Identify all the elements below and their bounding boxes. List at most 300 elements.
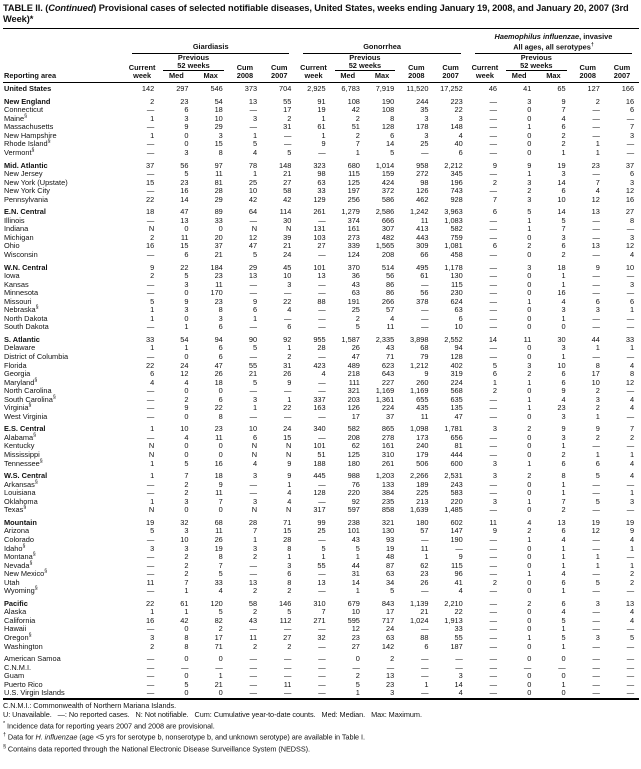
value-cell: 1,178 bbox=[444, 262, 463, 272]
value-cell: 25 bbox=[351, 305, 360, 315]
value-cell: 1 bbox=[561, 271, 566, 281]
table-body bbox=[3, 82, 639, 699]
value-cell: 14 bbox=[557, 207, 566, 217]
value-cell: — bbox=[249, 671, 258, 681]
value-cell: — bbox=[386, 662, 395, 672]
value-cell: 1 bbox=[561, 352, 566, 362]
value-cell: 9 bbox=[287, 471, 292, 481]
value-cell: 3 bbox=[252, 543, 258, 553]
value-cell: 0 bbox=[527, 288, 532, 298]
value-cell: 146 bbox=[279, 598, 292, 608]
cum-2008-header: Cum 2008 bbox=[399, 54, 433, 83]
reporting-area-name: U.S. Virgin Islands bbox=[4, 688, 65, 698]
reporting-area-name: American Samoa bbox=[4, 654, 61, 664]
value-cell: 6 bbox=[561, 526, 566, 536]
value-cell: 101 bbox=[313, 262, 326, 272]
value-cell: 163 bbox=[313, 403, 326, 413]
value-cell: 9 bbox=[287, 458, 292, 468]
value-cell: 0 bbox=[218, 224, 223, 234]
reporting-area-name: Wisconsin bbox=[4, 250, 38, 259]
value-cell: 27 bbox=[351, 641, 360, 651]
value-cell: 0 bbox=[527, 343, 532, 353]
value-cell: — bbox=[284, 671, 292, 681]
value-cell: — bbox=[592, 441, 600, 451]
value-cell: 4 bbox=[561, 534, 566, 544]
value-cell: 3 bbox=[458, 671, 463, 681]
value-cell: 4 bbox=[458, 586, 463, 596]
value-cell: — bbox=[146, 403, 155, 413]
value-cell: — bbox=[592, 569, 600, 579]
value-cell: 743 bbox=[450, 186, 463, 196]
value-cell: — bbox=[318, 305, 326, 315]
value-cell: 58 bbox=[248, 598, 258, 608]
value-cell: 5 bbox=[390, 147, 395, 157]
value-cell: — bbox=[489, 250, 498, 259]
value-cell: 3 bbox=[527, 194, 532, 204]
value-cell: 271 bbox=[313, 615, 326, 625]
value-cell: 340 bbox=[313, 424, 326, 434]
reporting-area-name: Texas bbox=[4, 505, 24, 515]
value-cell: 22 bbox=[283, 403, 292, 413]
value-cell: 2 bbox=[595, 432, 600, 442]
value-cell: 2,552 bbox=[444, 334, 463, 344]
reporting-area-name: Virginia bbox=[4, 403, 29, 413]
value-cell: 6 bbox=[287, 322, 292, 332]
value-cell: 11 bbox=[249, 632, 258, 642]
value-cell: 51 bbox=[317, 450, 326, 460]
value-cell: 297 bbox=[176, 84, 189, 94]
value-cell: 0 bbox=[561, 671, 566, 681]
value-cell: 3 bbox=[561, 411, 566, 421]
value-cell: 86 bbox=[385, 279, 395, 289]
group-subtitle: All ages, all serotypes bbox=[513, 42, 591, 52]
value-cell: 4 bbox=[630, 360, 635, 370]
value-cell: 27 bbox=[625, 207, 635, 217]
value-cell: 2 bbox=[630, 569, 635, 579]
value-cell: 462 bbox=[416, 194, 429, 204]
value-cell: 6 bbox=[630, 169, 635, 179]
value-cell: 1 bbox=[561, 552, 566, 562]
value-cell: 13 bbox=[385, 671, 395, 681]
value-cell: 1 bbox=[561, 488, 566, 498]
value-cell: 4 bbox=[218, 586, 223, 596]
value-cell: 22 bbox=[283, 296, 292, 306]
value-cell: — bbox=[489, 305, 498, 315]
value-cell: 13 bbox=[317, 271, 326, 281]
table-title bbox=[3, 3, 639, 26]
value-cell: 24 bbox=[283, 424, 292, 434]
value-cell: 10 bbox=[180, 534, 189, 544]
value-cell: 243 bbox=[450, 479, 463, 489]
value-cell: 435 bbox=[416, 403, 429, 413]
value-cell: — bbox=[489, 113, 498, 123]
state-footnote-marker: § bbox=[52, 394, 56, 401]
value-cell: 65 bbox=[557, 84, 566, 94]
value-cell: 0 bbox=[184, 505, 189, 515]
value-cell: 2 bbox=[595, 386, 600, 396]
reporting-area-name: Louisiana bbox=[4, 488, 36, 498]
footnote-italic-text: H. influenzae bbox=[35, 732, 78, 742]
value-cell: 3 bbox=[561, 432, 566, 442]
value-cell: 159 bbox=[381, 169, 395, 179]
value-cell: 8 bbox=[287, 543, 292, 553]
value-cell: 1 bbox=[321, 130, 326, 140]
value-cell: — bbox=[592, 505, 600, 515]
value-cell: — bbox=[489, 352, 498, 362]
value-cell: 6 bbox=[561, 369, 566, 379]
value-cell: 43 bbox=[248, 615, 258, 625]
value-cell: 13 bbox=[180, 215, 189, 225]
value-cell: — bbox=[421, 322, 429, 332]
value-cell: 373 bbox=[244, 84, 258, 94]
value-cell: 1 bbox=[252, 169, 258, 179]
reporting-area-name: Hawaii bbox=[4, 624, 27, 634]
value-cell: — bbox=[626, 505, 635, 515]
value-cell: 91 bbox=[317, 96, 326, 106]
value-cell: 1 bbox=[424, 552, 429, 562]
value-cell: 0 bbox=[184, 450, 189, 460]
value-cell: 125 bbox=[347, 177, 360, 187]
value-cell: — bbox=[318, 679, 326, 689]
footnote-line bbox=[3, 720, 639, 731]
value-cell: — bbox=[626, 386, 635, 396]
value-cell: 1 bbox=[321, 552, 326, 562]
value-cell: 33 bbox=[214, 577, 223, 587]
value-cell: 31 bbox=[283, 122, 292, 132]
value-cell: — bbox=[592, 279, 600, 289]
value-cell: — bbox=[489, 232, 498, 242]
value-cell: 0 bbox=[527, 679, 532, 689]
value-cell: 161 bbox=[381, 441, 395, 451]
value-cell: 0 bbox=[184, 654, 189, 664]
value-cell: 458 bbox=[450, 250, 463, 259]
reporting-area-header: Reporting area bbox=[3, 54, 125, 83]
value-cell: 4 bbox=[287, 496, 292, 506]
value-cell: — bbox=[421, 586, 429, 596]
value-cell: 586 bbox=[381, 194, 395, 204]
value-cell: 2,335 bbox=[375, 334, 395, 344]
value-cell: 2 bbox=[150, 271, 155, 281]
value-cell: 6 bbox=[561, 577, 566, 587]
value-cell: 148 bbox=[450, 122, 463, 132]
value-cell: 378 bbox=[416, 296, 429, 306]
value-cell: 128 bbox=[450, 352, 463, 362]
value-cell: — bbox=[626, 662, 635, 672]
value-cell: 48 bbox=[385, 552, 395, 562]
value-cell: 55 bbox=[454, 632, 463, 642]
value-cell: 4 bbox=[630, 403, 635, 413]
value-cell: — bbox=[318, 654, 326, 664]
value-cell: 1 bbox=[184, 607, 189, 617]
value-cell: — bbox=[592, 607, 600, 617]
value-cell: 0 bbox=[527, 607, 532, 617]
value-cell: 2 bbox=[561, 450, 566, 460]
value-cell: — bbox=[489, 641, 498, 651]
value-cell: 9 bbox=[184, 403, 189, 413]
value-cell: 23 bbox=[591, 160, 600, 170]
value-cell: 1 bbox=[527, 224, 532, 234]
value-cell: 39 bbox=[283, 232, 292, 242]
value-cell: 1 bbox=[527, 122, 532, 132]
value-cell: — bbox=[284, 386, 292, 396]
value-cell: 13 bbox=[591, 207, 600, 217]
value-cell: 1 bbox=[252, 534, 258, 544]
value-cell: — bbox=[626, 641, 635, 651]
value-cell: 3 bbox=[595, 632, 600, 642]
value-cell: 5 bbox=[150, 296, 155, 306]
value-cell: 23 bbox=[214, 296, 223, 306]
reporting-area-cell bbox=[3, 506, 125, 515]
value-cell: 10 bbox=[591, 377, 600, 387]
value-cell: 34 bbox=[385, 577, 395, 587]
value-cell: — bbox=[592, 671, 600, 681]
table-row bbox=[3, 468, 639, 481]
value-cell: 15 bbox=[283, 526, 292, 536]
value-cell: — bbox=[489, 615, 498, 625]
value-cell: N bbox=[286, 505, 292, 515]
value-cell: — bbox=[489, 288, 498, 298]
value-cell: — bbox=[284, 624, 292, 634]
reporting-area-cell bbox=[3, 460, 125, 469]
value-cell: — bbox=[489, 654, 498, 664]
value-cell: 7 bbox=[218, 496, 223, 506]
value-cell: 142 bbox=[381, 641, 395, 651]
title-text: ) Provisional cases of selected notifiable diseases, United States, weeks ending January 19, 2008, and January 20, 2007 (3rd Week)* bbox=[3, 3, 629, 25]
title-text: TABLE II. ( bbox=[3, 3, 49, 13]
value-cell: — bbox=[146, 569, 155, 579]
value-cell: 11 bbox=[146, 577, 155, 587]
value-cell: 0 bbox=[184, 624, 189, 634]
value-cell: 187 bbox=[450, 641, 463, 651]
footnote-marker: * bbox=[3, 721, 6, 728]
value-cell: 3 bbox=[630, 232, 635, 242]
value-cell: 240 bbox=[416, 441, 429, 451]
value-cell: 443 bbox=[416, 232, 429, 242]
value-cell: 5 bbox=[390, 586, 395, 596]
group-name: Gonorrhea bbox=[363, 42, 401, 52]
value-cell: — bbox=[489, 105, 498, 115]
value-cell: 10 bbox=[454, 322, 463, 332]
value-cell: 9 bbox=[561, 386, 566, 396]
value-cell: — bbox=[489, 607, 498, 617]
value-cell: 4 bbox=[287, 305, 292, 315]
value-cell: 278 bbox=[381, 432, 395, 442]
value-cell: 0 bbox=[527, 624, 532, 634]
value-cell: 0 bbox=[527, 352, 532, 362]
value-cell: 63 bbox=[454, 305, 463, 315]
value-cell: 1 bbox=[527, 569, 532, 579]
value-cell: N bbox=[286, 450, 292, 460]
value-cell: 339 bbox=[347, 241, 360, 251]
value-cell: — bbox=[558, 662, 566, 672]
value-cell: 173 bbox=[416, 432, 429, 442]
value-cell: — bbox=[592, 679, 600, 689]
value-cell: 26 bbox=[351, 343, 360, 353]
value-cell: 597 bbox=[347, 505, 360, 515]
value-cell: 1 bbox=[527, 496, 532, 506]
value-cell: 56 bbox=[420, 288, 429, 298]
value-cell: — bbox=[318, 386, 326, 396]
value-cell: 595 bbox=[347, 615, 360, 625]
reporting-area-name: New Jersey bbox=[4, 169, 43, 179]
reporting-area-name: Mid. Atlantic bbox=[4, 160, 48, 170]
value-cell: 12 bbox=[591, 526, 600, 536]
value-cell: 57 bbox=[420, 526, 429, 536]
value-cell: 1 bbox=[527, 215, 532, 225]
value-cell: 63 bbox=[317, 177, 326, 187]
value-cell: 5 bbox=[561, 632, 566, 642]
value-cell: 3 bbox=[527, 177, 532, 187]
value-cell: 7 bbox=[321, 607, 326, 617]
value-cell: 133 bbox=[381, 479, 395, 489]
reporting-area-name: Colorado bbox=[4, 534, 34, 544]
value-cell: 180 bbox=[416, 517, 429, 527]
value-cell: 13 bbox=[248, 271, 258, 281]
reporting-area-cell bbox=[3, 570, 125, 579]
value-cell: 4 bbox=[321, 369, 326, 379]
value-cell: 42 bbox=[283, 194, 292, 204]
value-cell: 223 bbox=[450, 96, 463, 106]
reporting-area-cell bbox=[3, 260, 125, 273]
value-cell: 54 bbox=[180, 334, 189, 344]
value-cell: 37 bbox=[146, 160, 155, 170]
value-cell: 0 bbox=[184, 313, 189, 323]
reporting-area-name: Nebraska bbox=[4, 305, 36, 315]
table-row bbox=[3, 689, 639, 699]
value-cell: 9 bbox=[184, 296, 189, 306]
value-cell: 5 bbox=[595, 471, 600, 481]
value-cell: 6 bbox=[561, 598, 566, 608]
reporting-area-name: Utah bbox=[4, 577, 20, 587]
value-cell: 1 bbox=[561, 543, 566, 553]
value-cell: 58 bbox=[283, 186, 292, 196]
value-cell: — bbox=[592, 352, 600, 362]
value-cell: 1 bbox=[287, 552, 292, 562]
value-cell: 4 bbox=[390, 313, 395, 323]
value-cell: — bbox=[455, 654, 463, 664]
value-cell: — bbox=[626, 479, 635, 489]
reporting-area-name: Mountain bbox=[4, 517, 37, 527]
reporting-area-name: North Carolina bbox=[4, 386, 52, 396]
value-cell: — bbox=[146, 411, 155, 421]
value-cell: 2,266 bbox=[409, 471, 429, 481]
value-cell: 47 bbox=[214, 360, 223, 370]
value-cell: — bbox=[146, 432, 155, 442]
value-cell: 2 bbox=[527, 369, 532, 379]
value-cell: 51 bbox=[351, 122, 360, 132]
value-cell: 1 bbox=[184, 343, 189, 353]
value-cell: 1 bbox=[561, 624, 566, 634]
value-cell: 98 bbox=[420, 177, 429, 187]
value-cell: 3 bbox=[184, 496, 189, 506]
previous-52-weeks-label: Previous 52 weeks bbox=[506, 54, 567, 72]
value-cell: 9 bbox=[595, 262, 600, 272]
value-cell: 1 bbox=[561, 560, 566, 570]
value-cell: — bbox=[489, 450, 498, 460]
value-cell: 6 bbox=[595, 296, 600, 306]
value-cell: — bbox=[489, 534, 498, 544]
value-cell: — bbox=[146, 662, 155, 672]
value-cell: 495 bbox=[416, 262, 429, 272]
value-cell: 0 bbox=[218, 450, 223, 460]
value-cell: 384 bbox=[381, 488, 395, 498]
value-cell: 79 bbox=[420, 352, 429, 362]
reporting-area-name: Maryland bbox=[4, 377, 35, 387]
state-footnote-marker: § bbox=[33, 432, 37, 439]
value-cell: — bbox=[626, 139, 635, 149]
value-cell: 1,565 bbox=[375, 241, 395, 251]
title-continued: Continued bbox=[48, 3, 94, 13]
value-cell: — bbox=[489, 169, 498, 179]
value-cell: 6 bbox=[252, 305, 258, 315]
value-cell: 1 bbox=[561, 147, 566, 157]
value-cell: — bbox=[489, 671, 498, 681]
value-cell: — bbox=[249, 488, 258, 498]
value-cell: 5 bbox=[184, 679, 189, 689]
reporting-area-name: Arizona bbox=[4, 526, 30, 536]
value-cell: — bbox=[592, 488, 600, 498]
reporting-area-cell bbox=[3, 643, 125, 652]
value-cell: 18 bbox=[214, 105, 223, 115]
value-cell: 0 bbox=[527, 654, 532, 664]
value-cell: N bbox=[251, 450, 258, 460]
value-cell: 1 bbox=[630, 343, 635, 353]
value-cell: — bbox=[421, 688, 429, 698]
value-cell: 56 bbox=[385, 271, 395, 281]
reporting-area-cell bbox=[3, 413, 125, 422]
value-cell: 2 bbox=[492, 386, 498, 396]
value-cell: — bbox=[523, 662, 532, 672]
value-cell: 7,919 bbox=[375, 84, 395, 94]
value-cell: — bbox=[318, 624, 326, 634]
value-cell: 23 bbox=[180, 96, 189, 106]
value-cell: 2 bbox=[184, 488, 189, 498]
previous-52-weeks-header bbox=[159, 54, 228, 72]
value-cell: 135 bbox=[450, 403, 463, 413]
value-cell: 0 bbox=[527, 271, 532, 281]
value-cell: 2 bbox=[390, 654, 395, 664]
value-cell: 2 bbox=[252, 607, 258, 617]
value-cell: — bbox=[318, 322, 326, 332]
reporting-area-name: Guam bbox=[4, 671, 25, 681]
reporting-area-name: Connecticut bbox=[4, 105, 44, 115]
value-cell: — bbox=[215, 662, 223, 672]
reporting-area-name: Indiana bbox=[4, 224, 29, 234]
value-cell: 3 bbox=[184, 279, 189, 289]
reporting-area-name: Kentucky bbox=[4, 441, 35, 451]
value-cell: 19 bbox=[557, 160, 566, 170]
value-cell: 147 bbox=[450, 526, 463, 536]
value-cell: 93 bbox=[385, 534, 395, 544]
value-cell: 24 bbox=[180, 360, 189, 370]
reporting-area-name: Oregon bbox=[4, 632, 29, 642]
state-footnote-marker: § bbox=[23, 504, 27, 511]
value-cell: 7 bbox=[355, 139, 360, 149]
value-cell: — bbox=[249, 279, 258, 289]
value-cell: — bbox=[626, 671, 635, 681]
value-cell: 23 bbox=[351, 632, 360, 642]
value-cell: 7 bbox=[595, 177, 600, 187]
value-cell: 10 bbox=[180, 424, 189, 434]
value-cell: 4 bbox=[630, 607, 635, 617]
value-cell: 582 bbox=[347, 424, 360, 434]
value-cell: 865 bbox=[381, 424, 395, 434]
value-cell: 31 bbox=[283, 360, 292, 370]
value-cell: 6 bbox=[492, 241, 498, 251]
value-cell: 1,242 bbox=[409, 207, 429, 217]
value-cell: — bbox=[489, 96, 498, 106]
group-header-gonorrhea bbox=[296, 33, 467, 54]
